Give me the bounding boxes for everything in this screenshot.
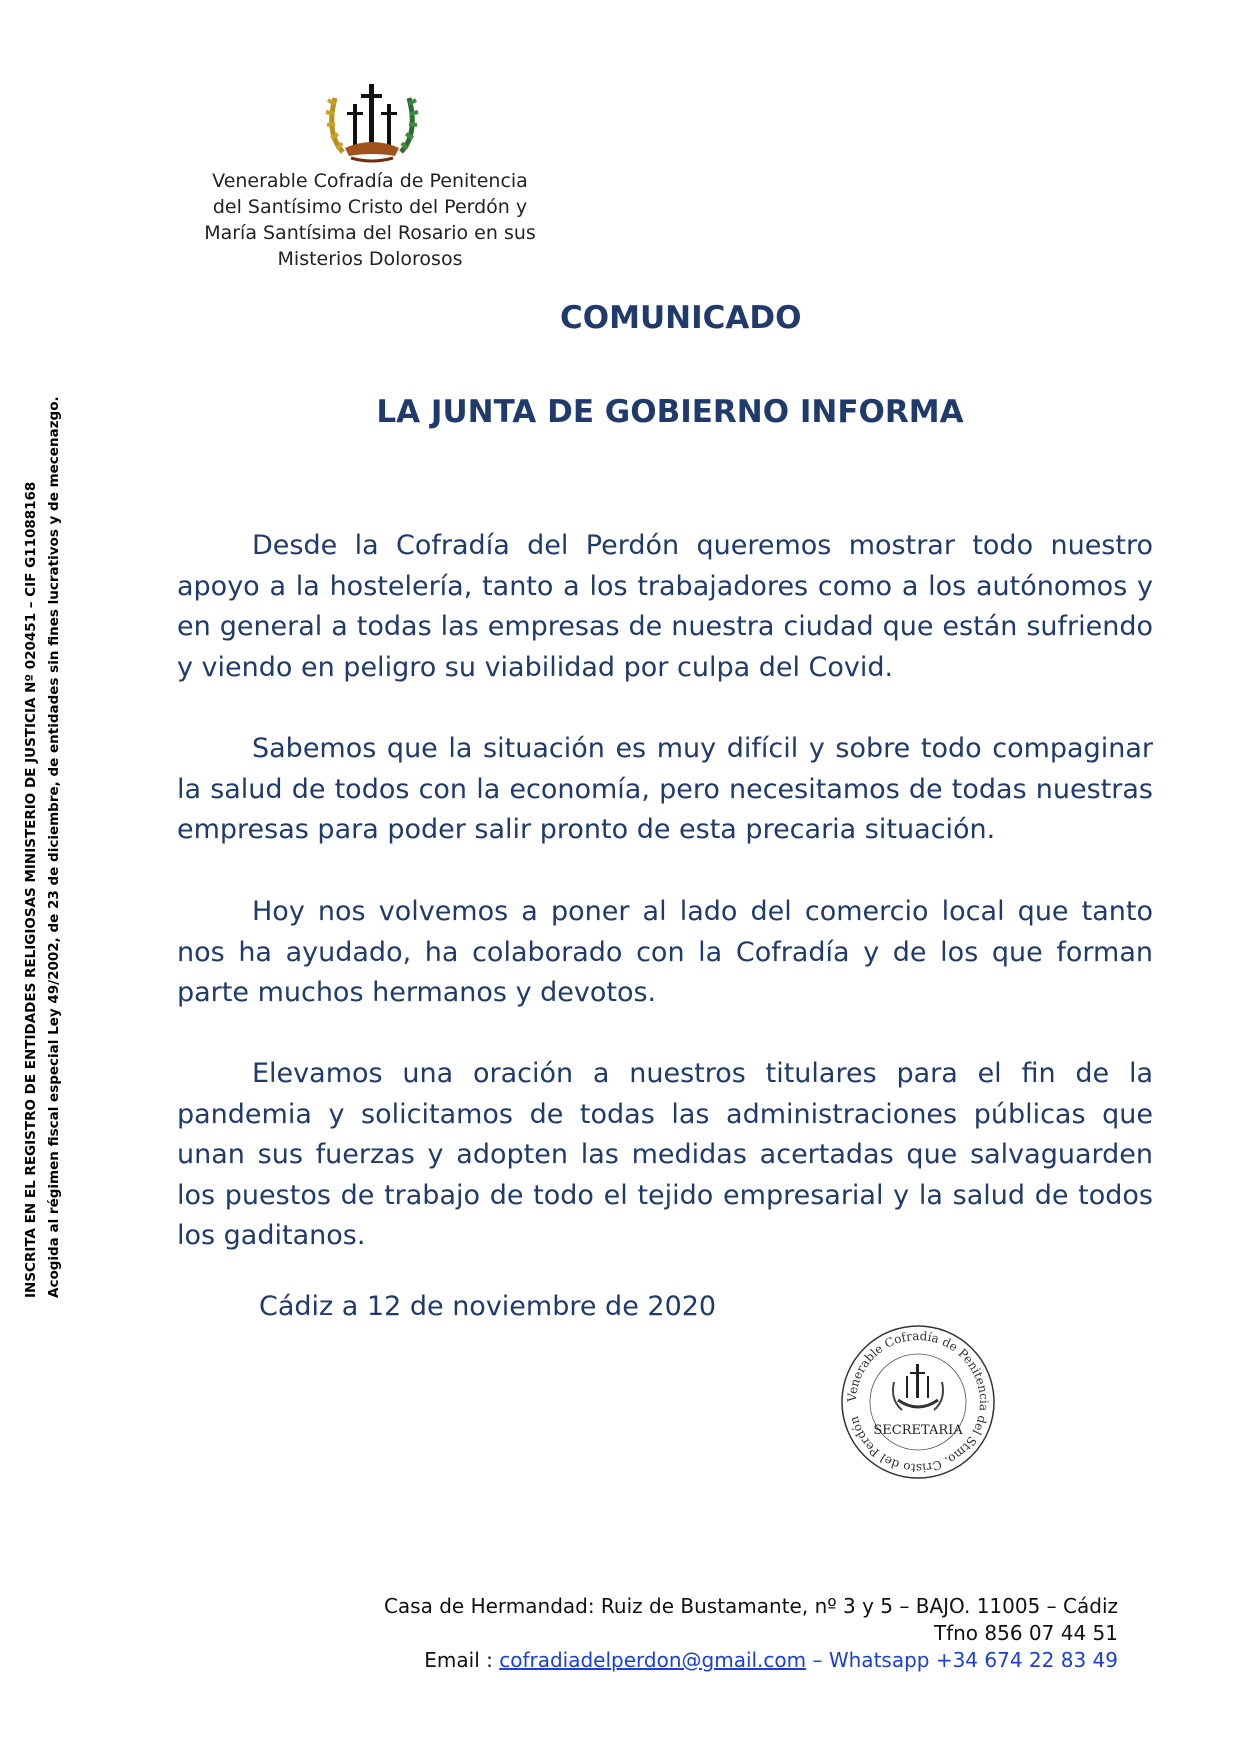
document-date: Cádiz a 12 de noviembre de 2020 — [259, 1291, 717, 1322]
paragraph-2: Sabemos que la situación es muy difícil y sobre todo compaginar la salud de todos con la economía, pero necesitamos de todas nuestras empresas para poder salir pronto de esta precaria situación. — [177, 733, 1153, 845]
org-line-1: Venerable Cofradía de Penitencia — [212, 170, 528, 192]
document-subtitle: LA JUNTA DE GOBIERNO INFORMA — [376, 394, 964, 430]
org-line-3: María Santísima del Rosario en sus — [204, 222, 536, 244]
cofradia-logo — [325, 82, 419, 164]
secretaria-seal — [838, 1322, 998, 1482]
org-line-2: del Santísimo Cristo del Perdón y — [212, 196, 528, 218]
registry-line-1: INSCRITA EN EL REGISTRO DE ENTIDADES RELIGIOSAS MINISTERIO DE JUSTICIA Nº 020451 – CIF G11088168 — [23, 481, 39, 1298]
paragraph-1: Desde la Cofradía del Perdón queremos mostrar todo nuestro apoyo a la hostelería, tanto a los trabajadores como a los autónomos y en general a todas las empresas de nuestra ciudad que están sufriendo y viendo en peligro su viabilidad por culpa del Covid. — [177, 530, 1153, 683]
paragraph-4: Elevamos una oración a nuestros titulares para el fin de la pandemia y solicitamos de todas las administraciones públicas que unan sus fuerzas y adopten las medidas acertadas que salvaguarden los puestos de trabajo de todo el tejido empresarial y la salud de todos los gaditanos. — [177, 1058, 1153, 1251]
footer-whatsapp: – Whatsapp +34 674 22 83 49 — [806, 1648, 1118, 1672]
org-line-4: Misterios Dolorosos — [277, 248, 463, 270]
registry-side-text — [20, 396, 66, 1298]
document-title: COMUNICADO — [560, 300, 802, 336]
contact-footer — [384, 1593, 1118, 1674]
email-link[interactable]: cofradiadelperdon@gmail.com — [499, 1648, 807, 1672]
paragraph-3: Hoy nos volvemos a poner al lado del comercio local que tanto nos ha ayudado, ha colaborado con la Cofradía y de los que forman parte muchos hermanos y devotos. — [177, 896, 1153, 1008]
seal-ring-text: Venerable Cofradía de Penitencia del Stmo. Cristo del Perdón — [844, 1328, 992, 1476]
footer-email-label: Email : — [424, 1648, 500, 1672]
footer-contact-line — [384, 1647, 1118, 1674]
footer-phone: Tfno 856 07 44 51 — [933, 1621, 1118, 1645]
seal-center-text: SECRETARIA — [873, 1423, 963, 1438]
svg-text:Venerable Cofradía de Penitenc — [845, 1329, 991, 1475]
organization-name — [160, 168, 580, 272]
footer-address: Casa de Hermandad: Ruiz de Bustamante, nº 3 y 5 – BAJO. 11005 – Cádiz — [383, 1594, 1118, 1618]
registry-line-2: Acogida al régimen fiscal especial Ley 49/2002, de 23 de diciembre, de entidades sin fines lucrativos y de mecenazgo. — [46, 396, 62, 1298]
